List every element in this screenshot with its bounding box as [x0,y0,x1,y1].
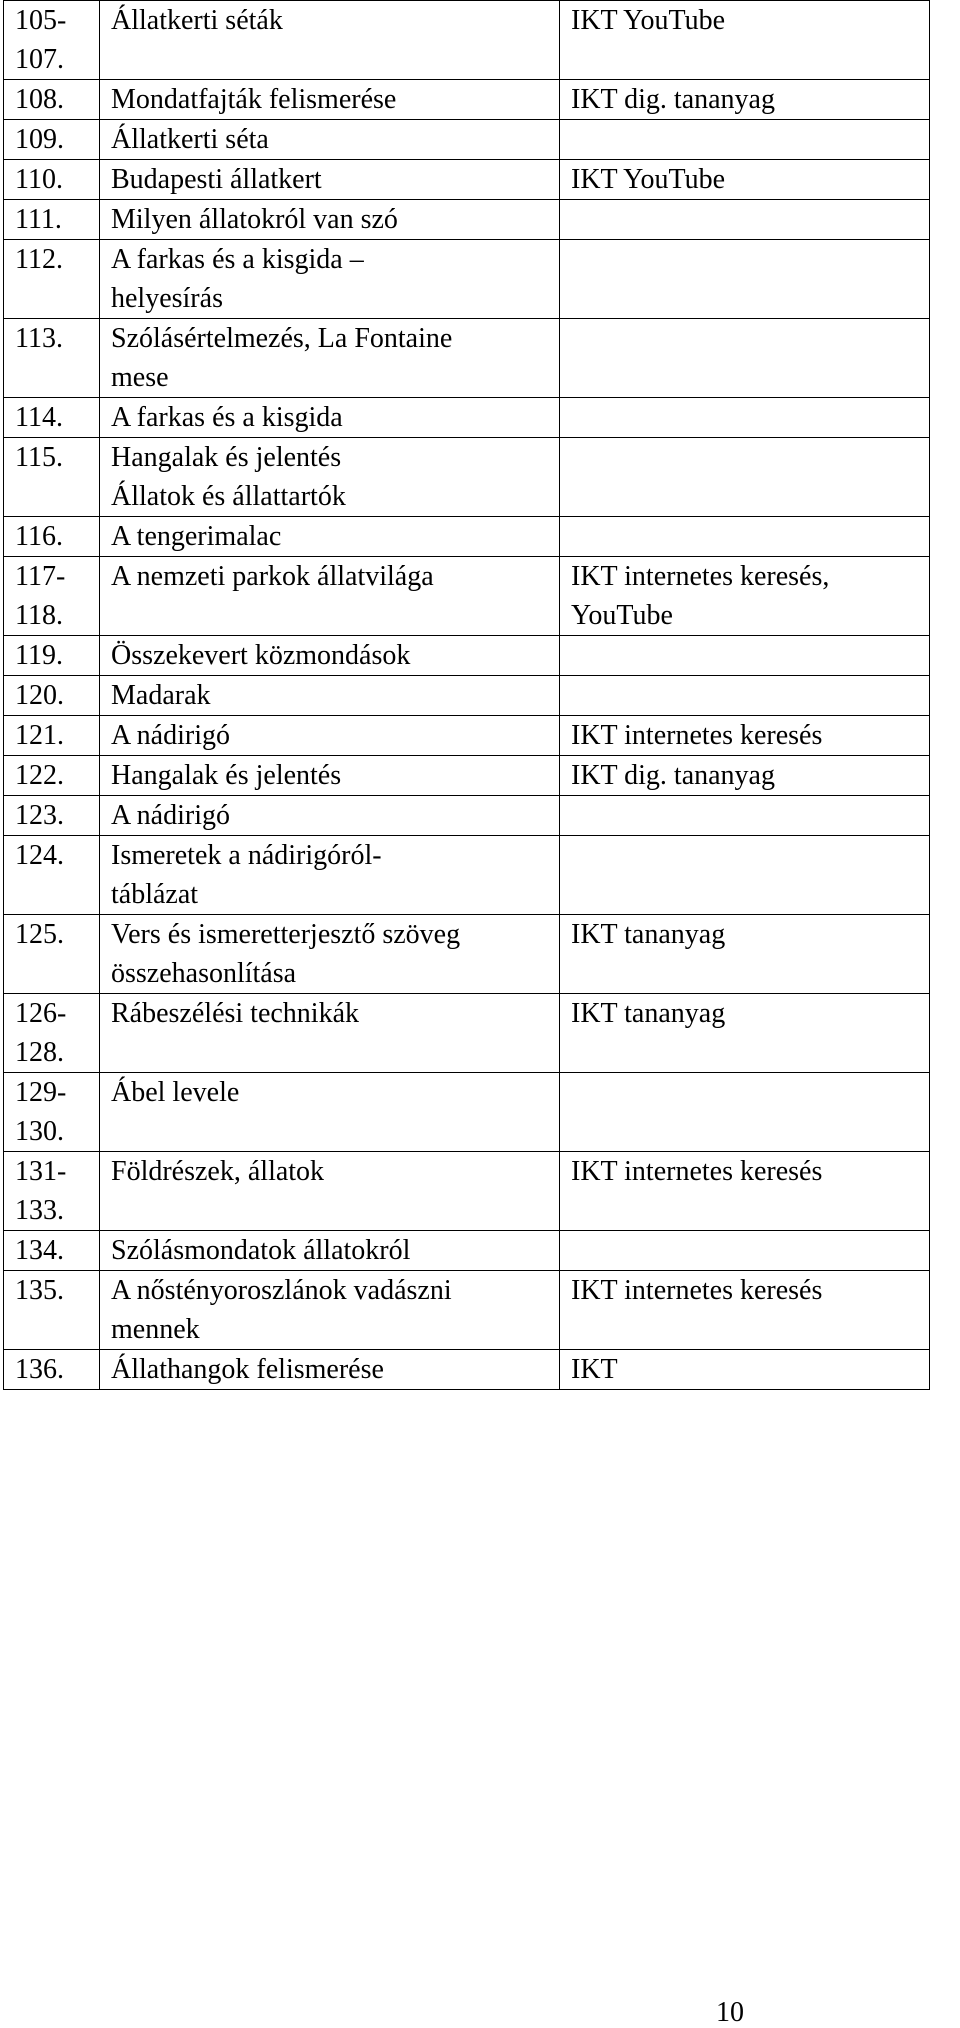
lesson-tool-cell-text: IKT tananyag [571,998,726,1029]
lesson-tool-cell-text: IKT dig. tananyag [571,760,775,791]
lesson-topic-cell [100,398,560,438]
lesson-topic-cell [100,994,560,1073]
lesson-number-cell-text: 129- 130. [15,1077,67,1147]
lesson-topic-cell-text: Vers és ismeretterjesztő szöveg összehasonlítása [111,919,461,989]
table-row [4,1350,930,1390]
lesson-topic-cell [100,240,560,319]
lesson-topic-cell [100,200,560,240]
lesson-topic-cell-text: A nőstényoroszlánok vadászni mennek [111,1275,452,1345]
lesson-number-cell-text: 109. [15,124,64,155]
lesson-number-cell-text: 117- 118. [15,561,66,631]
lesson-topic-cell [100,636,560,676]
lesson-topic-cell [100,1231,560,1271]
lesson-topic-cell-text: Összekevert közmondások [111,640,411,671]
lesson-topic-cell [100,1152,560,1231]
lesson-topic-cell-text: A farkas és a kisgida [111,402,343,433]
lesson-tool-cell [560,80,930,120]
lesson-tool-cell [560,915,930,994]
lesson-number-cell [4,438,100,517]
lesson-number-cell-text: 116. [15,521,63,552]
table-row [4,1,930,80]
lesson-tool-cell-text: IKT YouTube [571,164,726,195]
lesson-number-cell [4,200,100,240]
lesson-topic-cell-text: Budapesti állatkert [111,164,322,195]
lesson-topic-cell-text: Földrészek, állatok [111,1156,325,1187]
lesson-topic-cell [100,319,560,398]
lesson-topic-cell [100,1350,560,1390]
lesson-topic-cell [100,796,560,836]
lesson-tool-cell-text: IKT internetes keresés [571,720,823,751]
lesson-topic-cell [100,756,560,796]
lesson-tool-cell [560,636,930,676]
lesson-number-cell [4,1231,100,1271]
lesson-tool-cell [560,1152,930,1231]
table-row [4,1271,930,1350]
lesson-tool-cell-text: IKT [571,1354,618,1385]
lesson-tool-cell [560,557,930,636]
lesson-topic-cell [100,517,560,557]
lesson-number-cell [4,1271,100,1350]
lesson-tool-cell [560,438,930,517]
table-row [4,1152,930,1231]
lesson-tool-cell [560,1271,930,1350]
lesson-tool-cell [560,517,930,557]
lesson-topic-cell-text: Hangalak és jelentés [111,760,342,791]
lesson-number-cell-text: 126- 128. [15,998,67,1068]
lesson-number-cell-text: 119. [15,640,63,671]
lesson-number-cell-text: 113. [15,323,63,354]
table-row [4,636,930,676]
lesson-number-cell-text: 125. [15,919,64,950]
lesson-number-cell [4,398,100,438]
table-row [4,676,930,716]
lesson-tool-cell [560,1350,930,1390]
lesson-number-cell-text: 108. [15,84,64,115]
lesson-topic-cell-text: Ábel levele [111,1077,240,1108]
lesson-topic-cell [100,1073,560,1152]
lesson-tool-cell [560,756,930,796]
lesson-topic-cell [100,80,560,120]
lesson-tool-cell [560,994,930,1073]
lesson-topic-cell [100,557,560,636]
lesson-topic-cell-text: Szólásmondatok állatokról [111,1235,411,1266]
lesson-number-cell [4,1152,100,1231]
lesson-number-cell-text: 122. [15,760,64,791]
lesson-number-cell-text: 123. [15,800,64,831]
lesson-tool-cell [560,160,930,200]
lesson-plan-table [3,0,930,1390]
lesson-tool-cell [560,319,930,398]
lesson-tool-cell [560,398,930,438]
lesson-number-cell [4,756,100,796]
lesson-tool-cell-text: IKT internetes keresés, YouTube [571,561,830,631]
lesson-topic-cell-text: Állatkerti séta [111,124,269,155]
lesson-number-cell-text: 124. [15,840,64,871]
lesson-number-cell [4,994,100,1073]
lesson-number-cell [4,836,100,915]
lesson-number-cell [4,1350,100,1390]
lesson-number-cell [4,120,100,160]
lesson-number-cell [4,80,100,120]
table-row [4,796,930,836]
lesson-number-cell [4,1073,100,1152]
lesson-number-cell [4,517,100,557]
table-row [4,319,930,398]
lesson-number-cell [4,319,100,398]
lesson-number-cell [4,160,100,200]
lesson-topic-cell [100,716,560,756]
lesson-topic-cell-text: Madarak [111,680,211,711]
table-row [4,716,930,756]
lesson-number-cell [4,240,100,319]
lesson-topic-cell-text: A farkas és a kisgida – helyesírás [111,244,364,314]
lesson-tool-cell [560,1231,930,1271]
lesson-tool-cell-text: IKT tananyag [571,919,726,950]
lesson-rows [4,1,930,1390]
lesson-tool-cell-text: IKT dig. tananyag [571,84,775,115]
lesson-topic-cell [100,836,560,915]
lesson-tool-cell [560,676,930,716]
lesson-topic-cell-text: A nemzeti parkok állatvilága [111,561,434,592]
lesson-number-cell-text: 120. [15,680,64,711]
table-row [4,438,930,517]
lesson-tool-cell [560,836,930,915]
table-row [4,1073,930,1152]
lesson-topic-cell-text: Szólásértelmezés, La Fontaine mese [111,323,453,393]
table-row [4,915,930,994]
lesson-tool-cell [560,796,930,836]
lesson-topic-cell-text: Hangalak és jelentés Állatok és állattartók [111,442,346,512]
lesson-topic-cell [100,160,560,200]
lesson-number-cell-text: 105- 107. [15,5,67,75]
lesson-number-cell [4,915,100,994]
lesson-number-cell [4,557,100,636]
lesson-number-cell-text: 115. [15,442,63,473]
lesson-tool-cell [560,200,930,240]
lesson-topic-cell-text: Milyen állatokról van szó [111,204,398,235]
lesson-topic-cell-text: Mondatfajták felismerése [111,84,397,115]
lesson-tool-cell-text: IKT internetes keresés [571,1156,823,1187]
table-row [4,200,930,240]
table-row [4,517,930,557]
lesson-number-cell [4,676,100,716]
lesson-topic-cell-text: A nádirigó [111,720,230,751]
table-row [4,240,930,319]
lesson-number-cell [4,716,100,756]
lesson-topic-cell-text: Rábeszélési technikák [111,998,360,1029]
table-row [4,120,930,160]
lesson-topic-cell [100,120,560,160]
lesson-number-cell-text: 111. [15,204,62,235]
lesson-topic-cell [100,1271,560,1350]
lesson-number-cell-text: 135. [15,1275,64,1306]
lesson-tool-cell-text: IKT YouTube [571,5,726,36]
lesson-number-cell-text: 131- 133. [15,1156,67,1226]
lesson-tool-cell-text: IKT internetes keresés [571,1275,823,1306]
lesson-number-cell-text: 114. [15,402,63,433]
page-number: 10 [716,1997,744,2028]
lesson-tool-cell [560,1073,930,1152]
lesson-number-cell-text: 136. [15,1354,64,1385]
table-row [4,756,930,796]
table-row [4,80,930,120]
lesson-number-cell-text: 121. [15,720,64,751]
table-row [4,1231,930,1271]
lesson-tool-cell [560,120,930,160]
lesson-number-cell-text: 112. [15,244,63,275]
lesson-tool-cell [560,240,930,319]
lesson-tool-cell [560,1,930,80]
lesson-topic-cell [100,438,560,517]
lesson-topic-cell-text: Ismeretek a nádirigóról- táblázat [111,840,382,910]
table-row [4,836,930,915]
lesson-tool-cell [560,716,930,756]
table-row [4,398,930,438]
lesson-number-cell [4,1,100,80]
lesson-topic-cell-text: Állathangok felismerése [111,1354,384,1385]
lesson-topic-cell [100,1,560,80]
table-row [4,160,930,200]
table-row [4,557,930,636]
lesson-number-cell [4,636,100,676]
lesson-number-cell [4,796,100,836]
lesson-topic-cell [100,915,560,994]
lesson-topic-cell [100,676,560,716]
lesson-number-cell-text: 134. [15,1235,64,1266]
table-row [4,994,930,1073]
lesson-topic-cell-text: A nádirigó [111,800,230,831]
lesson-topic-cell-text: Állatkerti séták [111,5,283,36]
lesson-topic-cell-text: A tengerimalac [111,521,282,552]
lesson-number-cell-text: 110. [15,164,63,195]
